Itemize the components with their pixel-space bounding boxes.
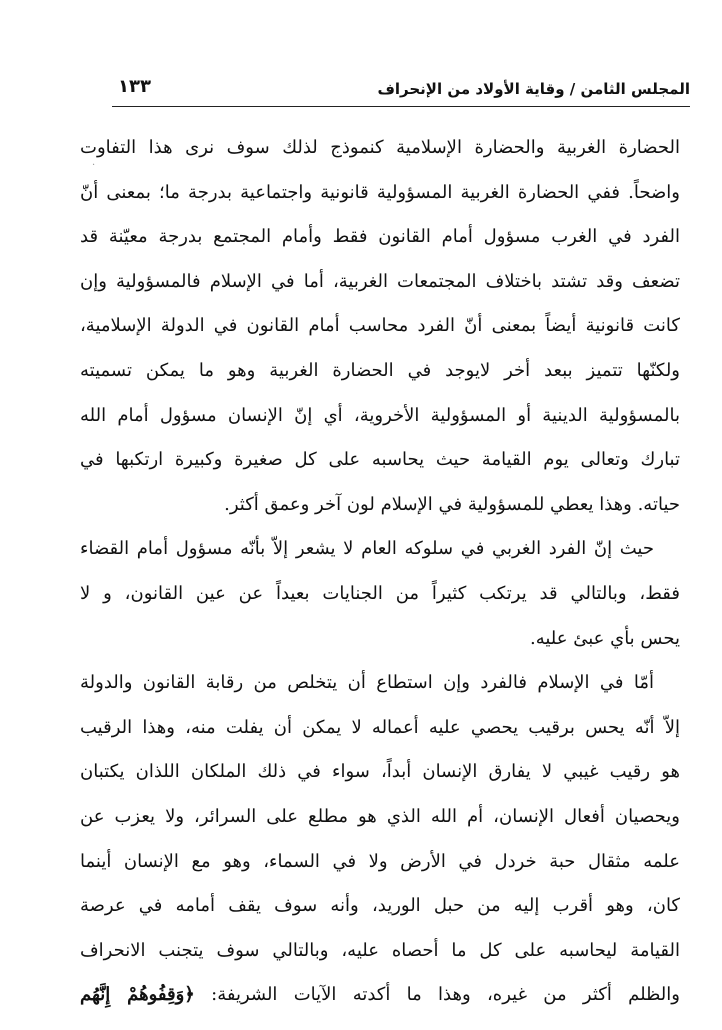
text-line: فقط، وبالتالي قد يرتكب كثيراً من الجنايات بعيداً عن عين القانون، و لا xyxy=(80,582,680,604)
text-line: كانت قانونية أيضاً بمعنى أنّ الفرد محاسب أمام القانون في الدولة الإسلامية، xyxy=(80,315,680,337)
text-line: حيث إنّ الفرد الغربي في سلوكه العام لا يشعر إلاّ بأنّه مسؤول أمام القضاء xyxy=(80,538,654,560)
text-line: تبارك وتعالى يوم القيامة حيث يحاسبه على كل صغيرة وكبيرة ارتكبها في xyxy=(80,449,680,471)
text-line: ولكنّها تتميز ببعد أخر لايوجد في الحضارة الغربية وهو ما يمكن تسميته xyxy=(80,359,680,381)
page-number: ١٣٣ xyxy=(118,76,151,97)
text-line: الحضارة الغربية والحضارة الإسلامية كنموذج لذلك سوف نرى هذا التفاوت xyxy=(80,137,680,158)
text-line: هو رقيب غيبي لا يفارق الإنسان أبداً، سواء في ذلك الملكان اللذان يكتبان xyxy=(80,761,680,783)
text-line: تضعف وقد تشتد باختلاف المجتمعات الغربية، أما في الإسلام فالمسؤولية وإن xyxy=(80,270,680,292)
text-line: بالمسؤولية الدينية أو المسؤولية الأخروية، أي إنّ الإنسان مسؤول أمام الله xyxy=(80,404,680,426)
text-line: حياته. وهذا يعطي للمسؤولية في الإسلام لون آخر وعمق أكثر. xyxy=(224,493,680,515)
text-line: كان، وهو أقرب إليه من حبل الوريد، وأنه سوف يقف أمامه في عرصة xyxy=(80,895,680,917)
text-line: واضحاً. ففي الحضارة الغربية المسؤولية قانونية واجتماعية بدرجة ما؛ بمعنى أنّ xyxy=(80,181,680,203)
text-line: إلاّ أنّه يحس برقيب يحصي عليه أعماله لا يمكن أن يفلت منه، وهذا الرقيب xyxy=(80,716,680,738)
body-text xyxy=(80,126,680,1018)
text-segment: والظلم أكثر من غيره، وهذا ما أكدته الآيات الشريفة: xyxy=(211,984,680,1006)
text-line: أمّا في الإسلام فالفرد وإن استطاع أن يتخلص من رقابة القانون والدولة xyxy=(80,672,654,694)
text-line: ويحصيان أفعال الإنسان، أم الله الذي هو مطلع على السرائر، ولا يعزب عن xyxy=(80,805,680,827)
text-line-with-quote xyxy=(80,973,680,1018)
page-speck: · xyxy=(92,160,96,171)
text-line: القيامة ليحاسبه على كل ما أحصاه عليه، وبالتالي سوف يتجنب الانحراف xyxy=(80,939,680,961)
header-rule xyxy=(112,106,690,107)
page-header xyxy=(112,78,690,108)
text-line: علمه مثقال حبة خردل في الأرض ولا في السماء، وهو مع الإنسان أينما xyxy=(80,850,680,872)
text-line: الفرد في الغرب مسؤول أمام القانون فقط وأمام المجتمع بدرجة معيّنة قد xyxy=(80,226,680,248)
running-title: المجلس الثامن / وقاية الأولاد من الإنحراف xyxy=(377,80,690,98)
quran-quote: ﴿وَقِفُوهُمْ إِنَّهُم xyxy=(80,984,195,1006)
text-line: يحس بأي عبئ عليه. xyxy=(529,627,680,649)
